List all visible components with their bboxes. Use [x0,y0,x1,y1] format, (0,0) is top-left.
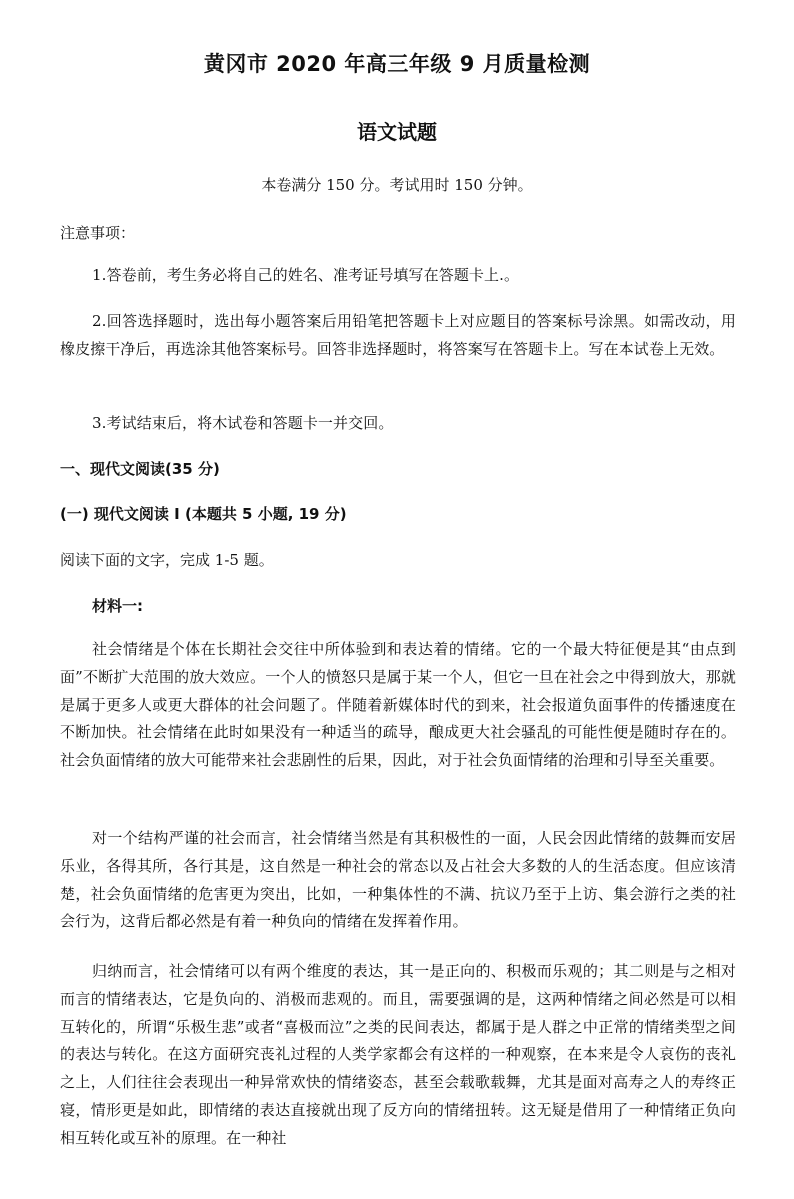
notice-item-3: 3.考试结束后，将木试卷和答题卡一并交回。 [92,414,394,432]
material-paragraph-3: 归纳而言，社会情绪可以有两个维度的表达，其一是正向的、积极而乐观的；其二则是与之相对而言的情绪表达，它是负向的、消极而悲观的。而且，需要强调的是，这两种情绪之间必然是可以相互转化的，所谓“乐极生悲”或者“喜极而泣”之类的民间表达，都属于是人群之中正常的情绪类型之间的表达与转化。在这方面研究丧礼过程的人类学家都会有这样的一种观察，在本来是令人哀伤的丧礼之上，人们往往会表现出一种异常欢快的情绪姿态，甚至会载歌载舞，尤其是面对高寿之人的寿终正寝，情形更是如此，即情绪的表达直接就出现了反方向的情绪扭转。这无疑是借用了一种情绪正负向相互转化或互补的原理。在一种社 [60,962,736,1147]
notice-item-2: 2.回答选择题时，选出每小题答案后用铅笔把答题卡上对应题目的答案标号涂黑。如需改动，用橡皮擦干净后，再选涂其他答案标号。回答非选择题时，将答案写在答题卡上。写在本试卷上无效。 [60,312,736,358]
exam-info: 本卷满分 150 分。考试用时 150 分钟。 [261,176,533,194]
section-heading: 一、现代文阅读(35 分) [60,460,220,478]
material-paragraph-1: 社会情绪是个体在长期社会交往中所体验到和表达着的情绪。它的一个最大特征便是其“由点到面”不断扩大范围的放大效应。一个人的愤怒只是属于某一个人，但它一旦在社会之中得到放大，那就是属于更多人或更大群体的社会问题了。伴随着新媒体时代的到来，社会报道负面事件的传播速度在不断加快。社会情绪在此时如果没有一种适当的疏导，酿成更大社会骚乱的可能性便是随时存在的。社会负面情绪的放大可能带来社会悲剧性的后果，因此，对于社会负面情绪的治理和引导至关重要。 [60,640,736,770]
material-paragraph-2: 对一个结构严谨的社会而言，社会情绪当然是有其积极性的一面，人民会因此情绪的鼓舞而安居乐业，各得其所，各行其是，这自然是一种社会的常态以及占社会大多数的人的生活态度。但应该清楚，社会负面情绪的危害更为突出，比如，一种集体性的不满、抗议乃至于上访、集会游行之类的社会行为，这背后都必然是有着一种负向的情绪在发挥着作用。 [60,829,736,931]
notice-item-1: 1.答卷前，考生务必将自己的姓名、准考证号填写在答题卡上.。 [92,266,520,284]
sub-section-heading: (一) 现代文阅读 I (本题共 5 小题, 19 分) [60,505,347,523]
exam-title: 黄冈市 2020 年高三年级 9 月质量检测 [203,52,591,76]
exam-subtitle: 语文试题 [357,120,437,144]
material-label: 材料一: [92,597,143,615]
notice-heading: 注意事项： [60,224,136,242]
reading-instruction: 阅读下面的文字，完成 1-5 题。 [60,551,274,569]
